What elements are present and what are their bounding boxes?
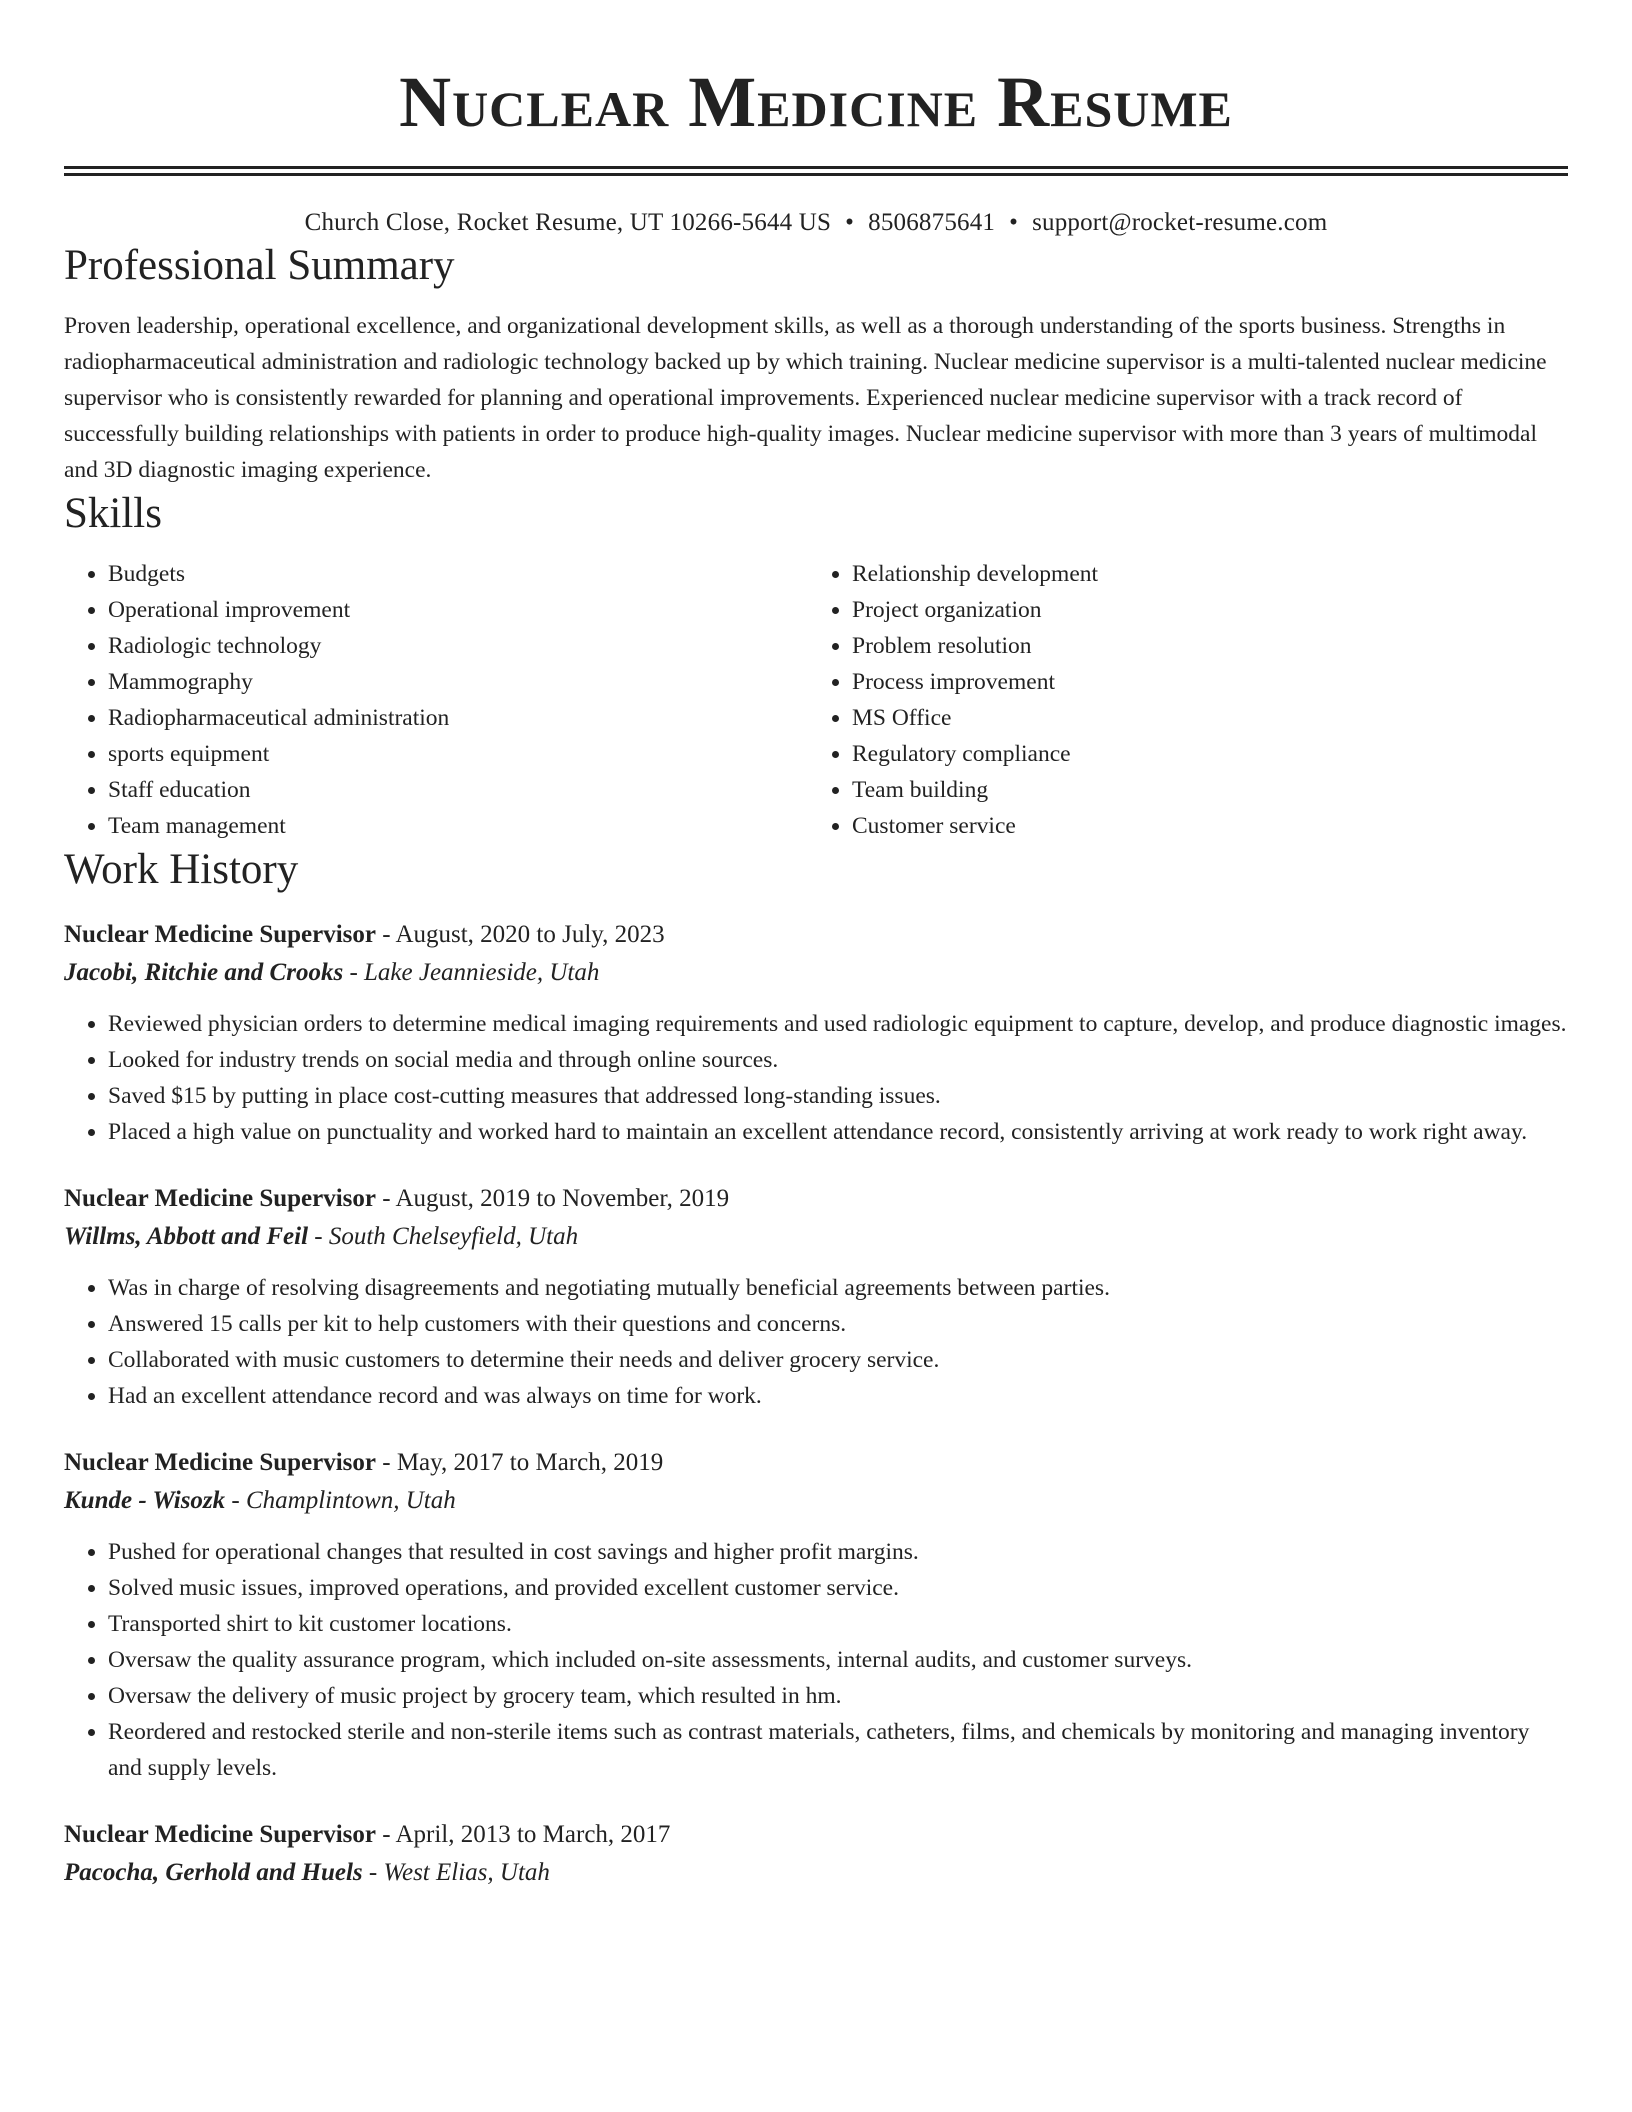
skill-item: • Budgets <box>108 556 808 592</box>
skill-item: • Team building <box>852 772 1552 808</box>
skill-item: • Project organization <box>852 592 1552 628</box>
job-dates: - April, 2013 to March, 2017 <box>376 1821 671 1848</box>
job-company-line <box>64 1482 1568 1520</box>
contact-separator: • <box>845 209 855 236</box>
contact-line <box>64 206 1568 240</box>
job-company: Kunde - Wisozk <box>64 1487 226 1514</box>
job-role: Nuclear Medicine Supervisor <box>64 1185 376 1212</box>
skill-item: • Problem resolution <box>852 628 1552 664</box>
job-bullet: • Looked for industry trends on social media and through online sources. <box>108 1042 1568 1078</box>
job-bullet: • Collaborated with music customers to determine their needs and deliver grocery service. <box>108 1342 1568 1378</box>
job-entry <box>64 1444 1568 1786</box>
job-bullet: • Had an excellent attendance record and was always on time for work. <box>108 1378 1568 1414</box>
job-role: Nuclear Medicine Supervisor <box>64 1449 376 1476</box>
job-entry <box>64 1816 1568 1892</box>
job-company-line <box>64 1218 1568 1256</box>
job-role: Nuclear Medicine Supervisor <box>64 921 376 948</box>
job-company-line <box>64 954 1568 992</box>
contact-phone: 8506875641 <box>868 209 996 236</box>
job-title-line <box>64 1816 1568 1854</box>
job-bullet: • Pushed for operational changes that resulted in cost savings and higher profit margins. <box>108 1534 1568 1570</box>
job-bullet: • Reviewed physician orders to determine medical imaging requirements and used radiologic equipment to capture, develop, and produce diagnostic images. <box>108 1006 1568 1042</box>
job-title-line <box>64 1444 1568 1482</box>
skill-item: • Mammography <box>108 664 808 700</box>
job-company: Jacobi, Ritchie and Crooks <box>64 959 344 986</box>
job-bullet: • Reordered and restocked sterile and non-sterile items such as contrast materials, catheters, films, and chemicals by monitoring and managing inventory and supply levels. <box>108 1714 1568 1786</box>
skill-item: • Radiopharmaceutical administration <box>108 700 808 736</box>
job-bullets <box>64 1534 1568 1786</box>
job-bullets <box>64 1270 1568 1414</box>
title-divider <box>64 166 1568 176</box>
contact-address: Church Close, Rocket Resume, UT 10266-5644 US <box>304 209 832 236</box>
skill-item: • sports equipment <box>108 736 808 772</box>
job-bullets <box>64 1006 1568 1150</box>
job-bullet: • Was in charge of resolving disagreements and negotiating mutually beneficial agreements between parties. <box>108 1270 1568 1306</box>
contact-email: support@rocket-resume.com <box>1032 209 1328 236</box>
skill-item: • Regulatory compliance <box>852 736 1552 772</box>
job-bullet: • Saved $15 by putting in place cost-cutting measures that addressed long-standing issues. <box>108 1078 1568 1114</box>
job-entry <box>64 1180 1568 1414</box>
job-dates: - August, 2019 to November, 2019 <box>376 1185 730 1212</box>
skills-list-left <box>64 556 808 844</box>
job-title-line <box>64 1180 1568 1218</box>
job-title-line <box>64 916 1568 954</box>
job-dates: - May, 2017 to March, 2019 <box>376 1449 664 1476</box>
skills-list-right <box>808 556 1552 844</box>
job-bullet: • Solved music issues, improved operations, and provided excellent customer service. <box>108 1570 1568 1606</box>
job-company: Pacocha, Gerhold and Huels <box>64 1859 363 1886</box>
contact-separator: • <box>1009 209 1019 236</box>
job-location: - Lake Jeannieside, Utah <box>343 959 600 986</box>
skill-item: • Staff education <box>108 772 808 808</box>
summary-heading: Professional Summary <box>64 242 455 289</box>
skill-item: • Team management <box>108 808 808 844</box>
work-history-heading: Work History <box>64 846 299 893</box>
skill-item: • Process improvement <box>852 664 1552 700</box>
job-bullet: • Oversaw the delivery of music project by grocery team, which resulted in hm. <box>108 1678 1568 1714</box>
skill-item: • Customer service <box>852 808 1552 844</box>
job-role: Nuclear Medicine Supervisor <box>64 1821 376 1848</box>
job-location: - South Chelseyfield, Utah <box>308 1223 579 1250</box>
resume-title: Nuclear Medicine Resume <box>399 62 1233 142</box>
job-bullet: • Answered 15 calls per kit to help customers with their questions and concerns. <box>108 1306 1568 1342</box>
skill-item: • Operational improvement <box>108 592 808 628</box>
skill-item: • Relationship development <box>852 556 1552 592</box>
job-dates: - August, 2020 to July, 2023 <box>376 921 665 948</box>
job-company-line <box>64 1854 1568 1892</box>
job-company: Willms, Abbott and Feil <box>64 1223 309 1250</box>
summary-text: Proven leadership, operational excellence, and organizational development skills, as well as a thorough understanding of the sports business. Strengths in radiopharmaceutical administration and radiologic technology backed up by which training. Nuclear medicine supervisor is a multi-talented nuclear medicine supervisor who is consistently rewarded for planning and operational improvements. Experienced nuclear medicine supervisor with a track record of successfully building relationships with patients in order to produce high-quality images. Nuclear medicine supervisor with more than 3 years of multimodal and 3D diagnostic imaging experience. <box>64 313 1547 483</box>
skill-item: • Radiologic technology <box>108 628 808 664</box>
job-entry <box>64 916 1568 1150</box>
job-location: - Champlintown, Utah <box>225 1487 456 1514</box>
job-location: - West Elias, Utah <box>362 1859 550 1886</box>
skills-grid <box>64 556 1568 844</box>
job-bullet: • Transported shirt to kit customer locations. <box>108 1606 1568 1642</box>
skill-item: • MS Office <box>852 700 1552 736</box>
skills-heading: Skills <box>64 490 162 537</box>
job-bullet: • Oversaw the quality assurance program, which included on-site assessments, internal audits, and customer surveys. <box>108 1642 1568 1678</box>
job-bullet: • Placed a high value on punctuality and worked hard to maintain an excellent attendance record, consistently arriving at work ready to work right away. <box>108 1114 1568 1150</box>
